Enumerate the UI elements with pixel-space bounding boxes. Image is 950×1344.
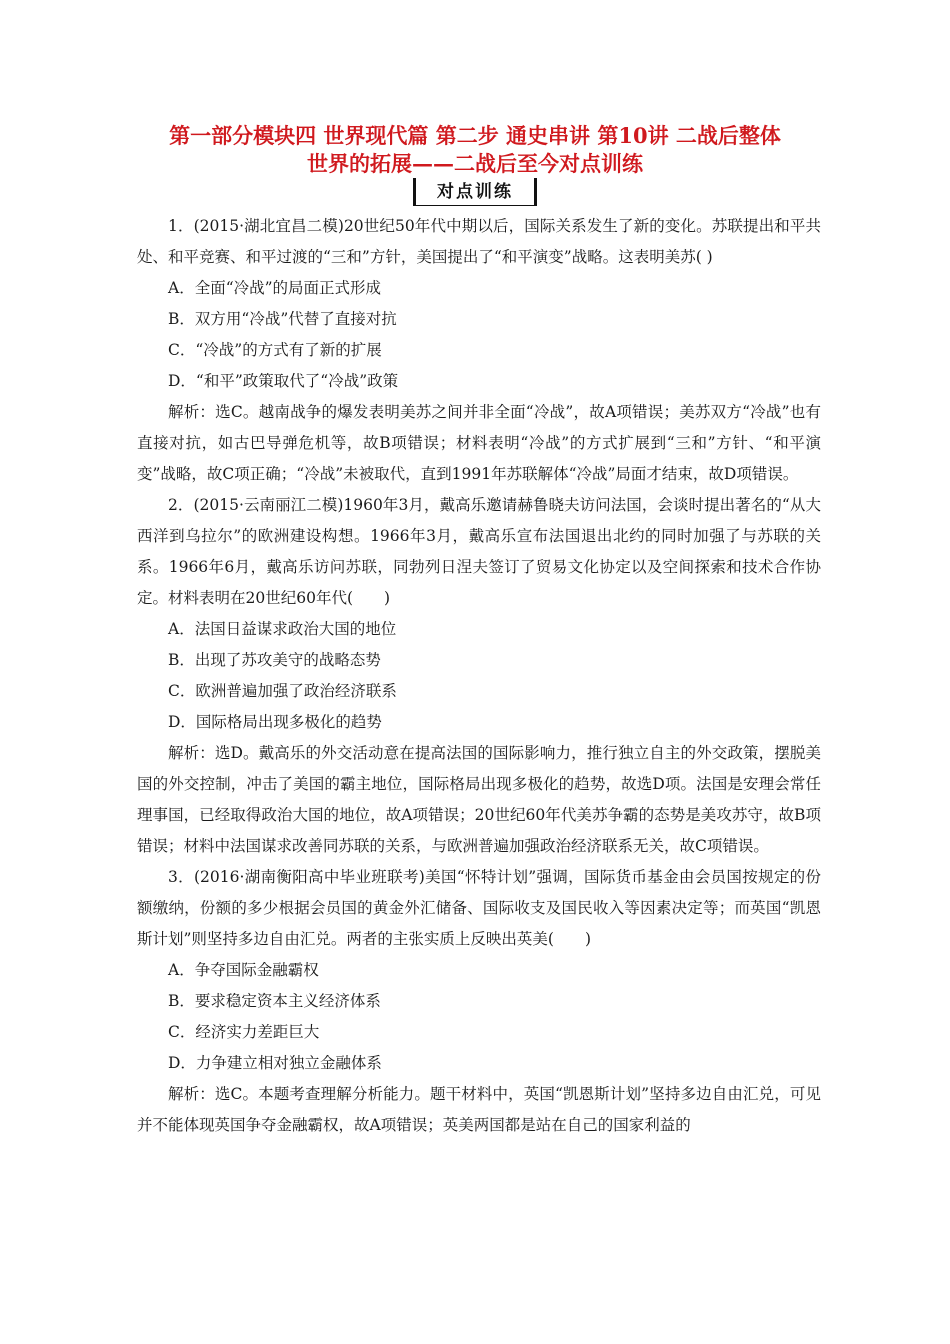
option-d: D．力争建立相对独立金融体系 bbox=[168, 1054, 382, 1072]
question-block bbox=[137, 211, 821, 490]
question-list bbox=[137, 211, 821, 1141]
analysis-text: 解析：选D。戴高乐的外交活动意在提高法国的国际影响力，推行独立自主的外交政策，摆脱美国的外交控制，冲击了美国的霸主地位，国际格局出现多极化的趋势，故选D项。法国是安理会常任理事国，已经取得政治大国的地位，故A项错误；20世纪60年代美苏争霸的态势是美攻苏守，故B项错误；材料中法国谋求改善同苏联的关系，与欧洲普遍加强政治经济联系无关，故C项错误。 bbox=[137, 744, 821, 855]
question-block bbox=[137, 490, 821, 862]
question-block bbox=[137, 862, 821, 1141]
option-b: B．要求稳定资本主义经济体系 bbox=[168, 992, 381, 1010]
analysis-text: 解析：选C。本题考查理解分析能力。题干材料中，英国“凯恩斯计划”坚持多边自由汇兑，可见并不能体现英国争夺金融霸权，故A项错误；英美两国都是站在自己的国家利益的 bbox=[137, 1085, 821, 1134]
option-a: A．争夺国际金融霸权 bbox=[168, 961, 319, 979]
option-d: D．“和平”政策取代了“冷战”政策 bbox=[168, 372, 399, 390]
option-a: A．法国日益谋求政治大国的地位 bbox=[168, 620, 397, 638]
question-stem: 1．(2015·湖北宜昌二模)20世纪50年代中期以后，国际关系发生了新的变化。苏联提出和平共处、和平竞赛、和平过渡的“三和”方针，美国提出了“和平演变”战略。这表明美苏( ) bbox=[137, 217, 821, 266]
question-stem: 2．(2015·云南丽江二模)1960年3月，戴高乐邀请赫鲁晓夫访问法国，会谈时提出著名的“从大西洋到乌拉尔”的欧洲建设构想。1966年3月，戴高乐宣布法国退出北约的同时加强了与苏联的关系。1966年6月，戴高乐访问苏联，同勃列日涅夫签订了贸易文化协定以及空间探索和技术合作协定。材料表明在20世纪60年代( ) bbox=[137, 496, 821, 607]
section-label: 对点训练 bbox=[413, 178, 537, 206]
document-title bbox=[120, 122, 830, 178]
option-c: C．“冷战”的方式有了新的扩展 bbox=[168, 341, 382, 359]
option-c: C．经济实力差距巨大 bbox=[168, 1023, 320, 1041]
analysis-text: 解析：选C。越南战争的爆发表明美苏之间并非全面“冷战”，故A项错误；美苏双方“冷战”也有直接对抗，如古巴导弹危机等，故B项错误；材料表明“冷战”的方式扩展到“三和”方针、“和平演变”战略，故C项正确；“冷战”未被取代，直到1991年苏联解体“冷战”局面才结束，故D项错误。 bbox=[137, 403, 821, 483]
option-b: B．双方用“冷战”代替了直接对抗 bbox=[168, 310, 397, 328]
option-d: D．国际格局出现多极化的趋势 bbox=[168, 713, 382, 731]
question-stem: 3．(2016·湖南衡阳高中毕业班联考)美国“怀特计划”强调，国际货币基金由会员国按规定的份额缴纳，份额的多少根据会员国的黄金外汇储备、国际收支及国民收入等因素决定等；而英国“凯恩斯计划”则坚持多边自由汇兑。两者的主张实质上反映出英美( ) bbox=[137, 868, 821, 948]
title-line-1: 第一部分模块四 世界现代篇 第二步 通史串讲 第10讲 二战后整体 bbox=[169, 123, 781, 148]
title-line-2: 世界的拓展——二战后至今对点训练 bbox=[307, 151, 643, 176]
option-c: C．欧洲普遍加强了政治经济联系 bbox=[168, 682, 397, 700]
option-b: B．出现了苏攻美守的战略态势 bbox=[168, 651, 381, 669]
option-a: A．全面“冷战”的局面正式形成 bbox=[168, 279, 382, 297]
